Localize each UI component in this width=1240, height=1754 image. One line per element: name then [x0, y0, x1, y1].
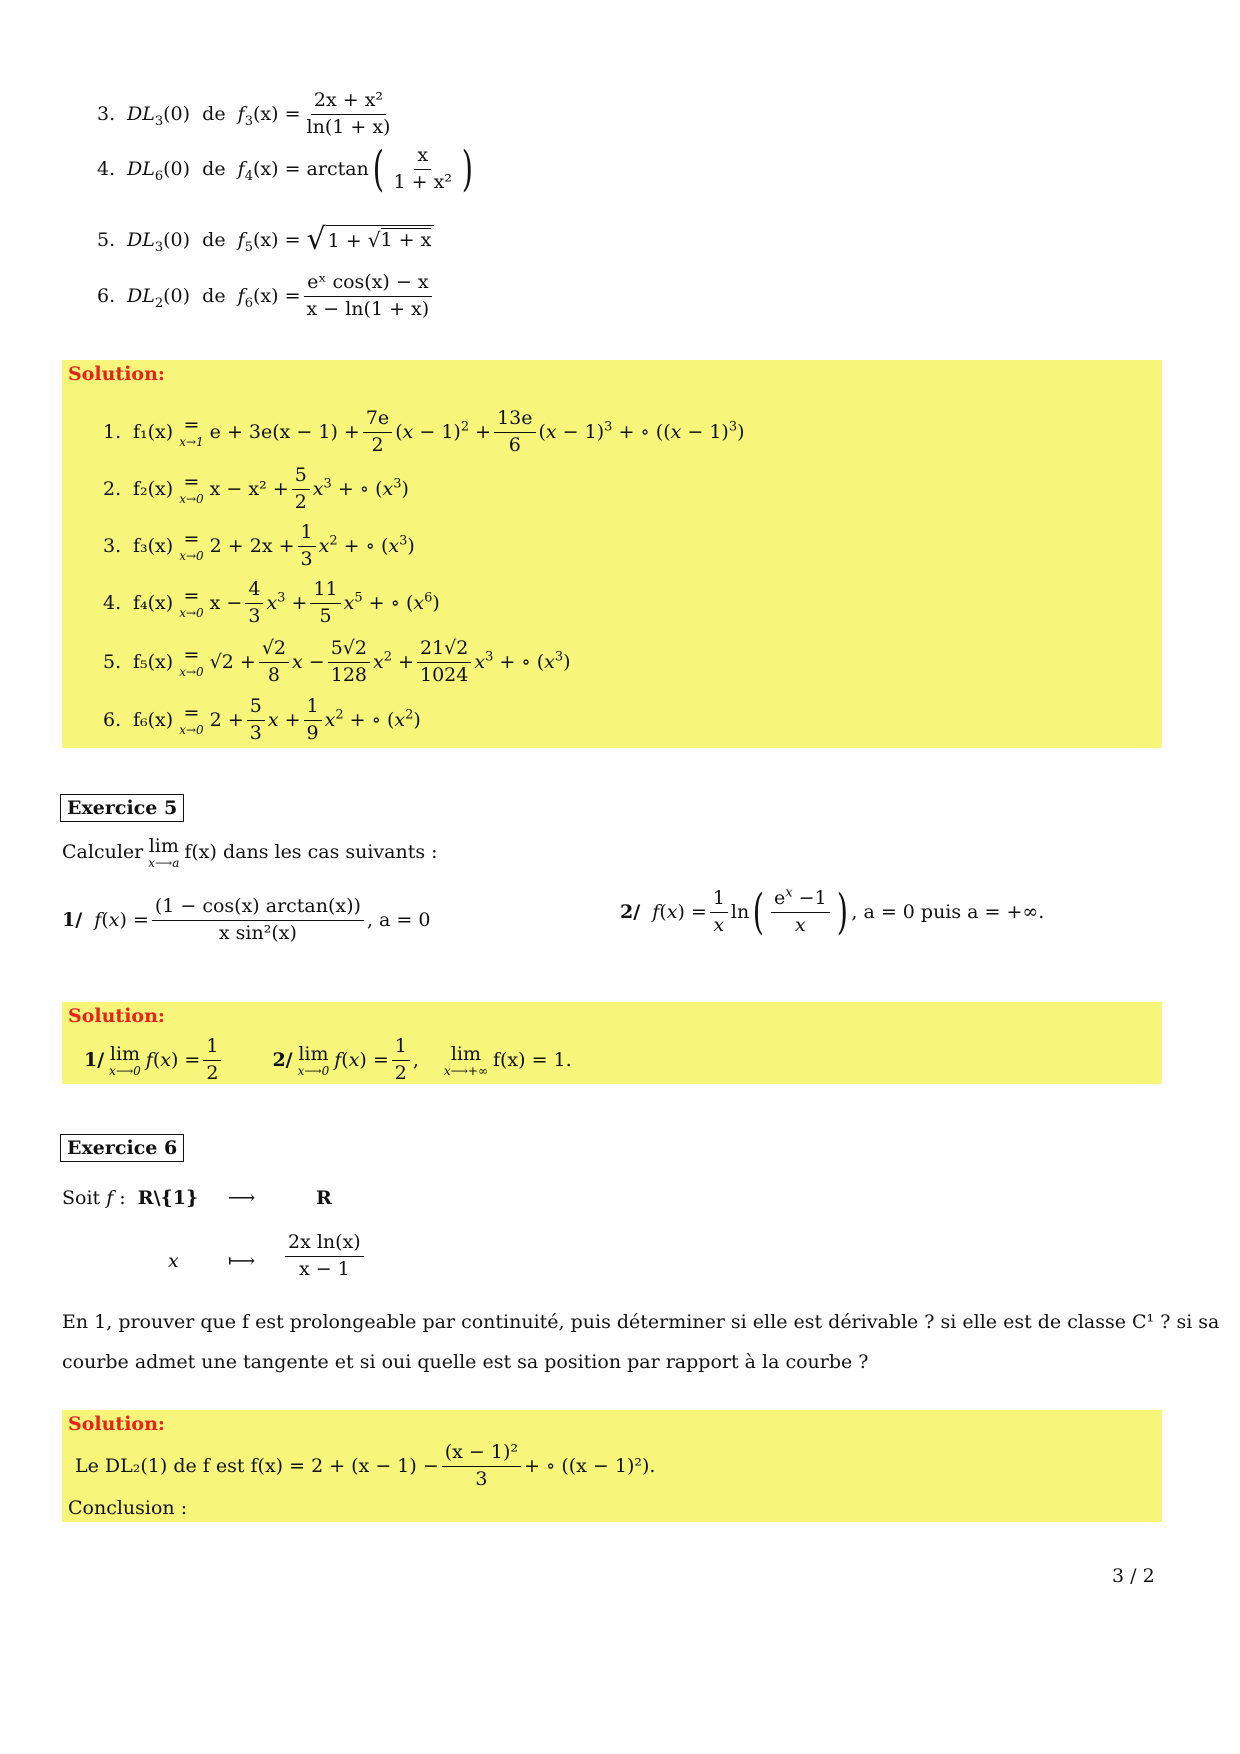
- numerator: (1 − cos(x) arctan(x)): [152, 896, 364, 921]
- solution-item: 5. f₅(x) = x→0 √2 + $\frac{√2}{8}$ x − $\frac{5√2}{128}$ $x^2$ + $\frac{21√2}{1024}$ $x^3$ + ∘ $(x^3)$: [103, 637, 571, 686]
- ex5-solution: 1/ lim x⟶0 f(x) = $\frac{1}{2}$ 2/ lim x⟶0 f(x) = $\frac{1}{2}$ , lim x⟶+∞ f(x) = 1.: [84, 1035, 572, 1084]
- lim-under: x⟶a: [148, 855, 180, 870]
- item-number: 5.: [103, 651, 122, 674]
- item-number: 1.: [103, 421, 122, 444]
- solution-expr: 2 + 2x +: [209, 535, 295, 558]
- list-item: [97, 90, 396, 139]
- fn-index: 4: [244, 169, 253, 185]
- solution-item: 2. f₂(x) = x→0 x − x² + $\frac{5}{2}$ $x^3$ + ∘ $(x^3)$: [103, 464, 409, 513]
- conclusion-label: Conclusion :: [68, 1497, 188, 1519]
- answer-label: 2/: [272, 1049, 293, 1072]
- numerator: x: [414, 145, 431, 170]
- item-number: 2.: [103, 478, 122, 501]
- fn-name: f: [237, 229, 245, 251]
- dl-index: 2: [154, 296, 164, 312]
- solution-title: Solution:: [68, 363, 165, 385]
- denominator: 3: [475, 1467, 488, 1490]
- ex5-question-1: 1/ f(x) = $\frac{(1 - \cos(x) \arctan(x))}{\text{x sin²(x)}}$ , a = 0: [62, 895, 431, 944]
- soit-word: Soit: [62, 1187, 101, 1209]
- page-number: 3 / 2: [1112, 1565, 1155, 1587]
- map-expression: [282, 1232, 367, 1281]
- numerator: eˣ cos(x) − x: [304, 272, 431, 297]
- eq-under: x→0: [179, 549, 204, 564]
- fraction: [304, 272, 433, 321]
- fn-name: f: [237, 158, 245, 181]
- list-item: [97, 141, 477, 198]
- fraction: [304, 90, 394, 139]
- solution-item: 3. f₃(x) = x→0 2 + 2x + $\frac{1}{3}$ $x^2$ + ∘ $(x^3)$: [103, 521, 415, 570]
- ex5-intro: [62, 836, 438, 869]
- fn-arg: (x) =: [253, 158, 301, 181]
- solution-lhs: f₁(x): [133, 421, 174, 444]
- lim-under: x⟶0: [109, 1063, 141, 1078]
- solution-expr: + ∘ ((x − 1)²).: [524, 1455, 656, 1478]
- exercise-5-title: Exercice 5: [60, 794, 184, 822]
- dl-label: DL: [127, 229, 155, 251]
- paren-right: ): [836, 884, 848, 941]
- solution-lhs: f₃(x): [133, 535, 174, 558]
- dl-label: DL: [127, 285, 155, 308]
- paren-right: ): [461, 141, 473, 198]
- solution-expr: e + 3e(x − 1) +: [209, 421, 360, 444]
- list-item: [97, 222, 434, 257]
- map-arrow: ⟶: [228, 1187, 256, 1209]
- numerator: (x − 1)²: [442, 1442, 521, 1467]
- question-tail: , a = 0 puis a = +∞.: [851, 901, 1045, 924]
- fraction: [152, 896, 364, 945]
- sqrt-outer: √ 1 + √ 1 + x: [307, 225, 435, 255]
- list-item: [97, 272, 435, 321]
- solution-expr: 2 +: [209, 709, 244, 732]
- dl-label: DL: [127, 103, 155, 126]
- item-number: 3.: [103, 535, 122, 558]
- lim-label: lim: [148, 835, 179, 857]
- ex6-statement-line-2: courbe admet une tangente et si oui quelle est sa position par rapport à la courbe ?: [62, 1351, 869, 1373]
- dl-index: 3: [154, 239, 164, 255]
- domain: R\{1}: [137, 1187, 199, 1209]
- solution-title: Solution:: [68, 1413, 165, 1435]
- ex6-statement-line-1: En 1, prouver que f est prolongeable par continuité, puis déterminer si elle est dérivable ? si elle est de classe C¹ ? si sa: [62, 1311, 1220, 1333]
- eq-under: x→0: [179, 492, 204, 507]
- dl-point: (0): [163, 103, 191, 126]
- map-var: x: [168, 1250, 179, 1272]
- ex6-soit: Soit f : R\{1}: [62, 1187, 199, 1209]
- answer-tail: f(x) = 1.: [492, 1049, 572, 1072]
- fn-name: f: [237, 103, 245, 126]
- numerator: 2x ln(x): [285, 1232, 364, 1257]
- eq-sign: = x→0: [179, 644, 204, 680]
- arctan-label: arctan: [306, 158, 369, 181]
- eq-under: x→1: [179, 435, 204, 450]
- solution-lhs: f₄(x): [133, 592, 174, 615]
- item-number: 5.: [97, 229, 116, 251]
- denominator: x sin²(x): [218, 921, 297, 944]
- fn-index: 6: [244, 296, 253, 312]
- fraction: [391, 145, 455, 194]
- fn-index: 3: [244, 114, 253, 130]
- item-number: 6.: [97, 285, 116, 308]
- denominator: ln(1 + x): [306, 115, 391, 138]
- eq-sign: = x→0: [179, 585, 204, 621]
- dl-index: 3: [154, 114, 164, 130]
- solution-item: 6. f₆(x) = x→0 2 + $\frac{5}{3}$ x + $\frac{1}{9}$ $x^2$ + ∘ $(x^2)$: [103, 695, 421, 744]
- intro-text: Calculer: [62, 841, 144, 864]
- de-word: de: [202, 229, 226, 251]
- dl-index: 6: [154, 169, 164, 185]
- fn-index: 5: [244, 239, 253, 255]
- dl-label: DL: [127, 158, 155, 181]
- solution-expr: Le DL₂(1) de f est f(x) = 2 + (x − 1) −: [75, 1455, 439, 1478]
- eq-under: x→0: [179, 723, 204, 738]
- fn-arg: (x) =: [253, 229, 301, 251]
- paren-left: (: [372, 141, 384, 198]
- eq-sign: = x→1: [179, 414, 204, 450]
- item-number: 4.: [103, 592, 122, 615]
- dl-point: (0): [163, 229, 191, 251]
- solution-lhs: f₅(x): [133, 651, 174, 674]
- solution-title: Solution:: [68, 1005, 165, 1027]
- de-word: de: [202, 158, 226, 181]
- item-number: 6.: [103, 709, 122, 732]
- sqrt-inner-arg: 1 + x: [380, 229, 432, 251]
- solution-expr: √2 +: [209, 651, 256, 674]
- solution-lhs: f₂(x): [133, 478, 174, 501]
- item-number: 4.: [97, 158, 116, 181]
- eq-sign: = x→0: [179, 471, 204, 507]
- lim-under: x⟶0: [297, 1063, 330, 1078]
- eq-sign: = x→0: [179, 702, 204, 738]
- question-label: 2/: [620, 901, 641, 924]
- eq-sign: = x→0: [179, 528, 204, 564]
- ex5-question-2: 2/ f(x) = $\frac{1}{x}$ ln ( $\frac{e^x -1}{x}$ ) , a = 0 puis a = +∞.: [620, 884, 1045, 941]
- exercise-6-title: Exercice 6: [60, 1134, 184, 1162]
- ex6-solution: [75, 1442, 655, 1491]
- lim-under: x⟶+∞: [443, 1063, 488, 1078]
- de-word: de: [202, 285, 226, 308]
- codomain: R: [316, 1187, 332, 1209]
- solution-item: 1. f₁(x) = x→1 e + 3e(x − 1) + $\frac{7e}{2}$ $(x - 1)^2$ + $\frac{13e}{6}$ $(x - 1)^3$ + ∘ $((x - 1)^3)$: [103, 407, 745, 456]
- solution-expr: x − x² +: [209, 478, 289, 501]
- answer-label: 1/: [84, 1049, 105, 1072]
- eq-under: x→0: [179, 606, 204, 621]
- fn-name: f: [237, 285, 245, 308]
- paren-left: (: [752, 884, 765, 941]
- denominator: 1 + x²: [393, 170, 452, 193]
- denominator: x − ln(1 + x): [306, 297, 430, 320]
- fn-arg: (x) =: [253, 103, 301, 126]
- mapsto-arrow: ⟼: [228, 1250, 256, 1272]
- denominator: x − 1: [298, 1257, 350, 1280]
- question-tail: , a = 0: [366, 909, 431, 932]
- dl-point: (0): [163, 158, 191, 181]
- sqrt-outer-arg: 1 +: [327, 230, 368, 252]
- solution-item: 4. f₄(x) = x→0 x − $\frac{4}{3}$ $x^3$ + $\frac{11}{5}$ $x^5$ + ∘ $(x^6)$: [103, 578, 440, 627]
- de-word: de: [202, 103, 226, 126]
- dl-point: (0): [163, 285, 191, 308]
- question-label: 1/: [62, 909, 83, 932]
- sqrt-inner: √ 1 + x: [367, 228, 432, 252]
- numerator: 2x + x²: [311, 90, 386, 115]
- intro-text: f(x) dans les cas suivants :: [184, 841, 438, 864]
- fn-arg: (x) =: [253, 285, 301, 308]
- item-number: 3.: [97, 103, 116, 126]
- solution-lhs: f₆(x): [133, 709, 174, 732]
- solution-expr: x −: [209, 592, 243, 615]
- limit: [148, 836, 179, 869]
- eq-under: x→0: [179, 665, 204, 680]
